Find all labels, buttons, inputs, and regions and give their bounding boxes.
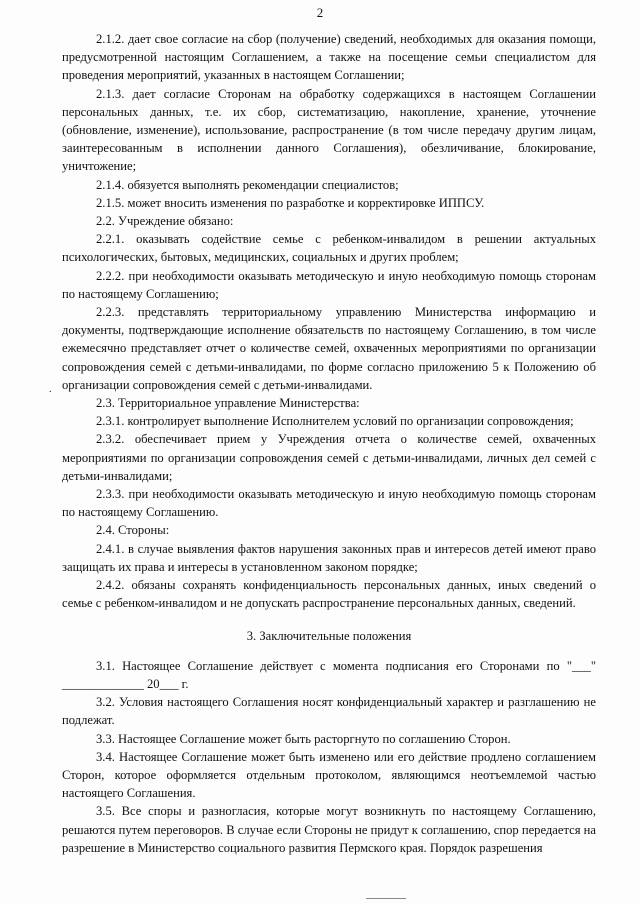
paragraph: 3.2. Условия настоящего Соглашения носят конфиденциальный характер и разглашению не подлежат. [62,695,596,728]
paragraph: 2.3.3. при необходимости оказывать методическую и иную необходимую помощь сторонам по настоящему Соглашению. [62,487,596,520]
paragraph: 2.1.5. может вносить изменения по разработке и корректировке ИППСУ. [96,195,485,210]
paragraph: 3.5. Все споры и разногласия, которые могут возникнуть по настоящему Соглашению, решаются путем переговоров. В случае если Стороны не придут к соглашению, спор передается на разрешение в Министерство социального развития Пермского края. Порядок разрешения [62,804,596,855]
section-heading: 3. Заключительные положения [246,628,412,643]
page-number: 2 [316,5,324,20]
paragraph: 2.2.2. при необходимости оказывать методическую и иную необходимую помощь сторонам по настоящему Соглашению; [62,268,596,301]
document-body [62,30,596,857]
paragraph: 3.4. Настоящее Соглашение может быть изменено или его действие продлено соглашением Сторон, которое оформляется отдельным протоколом, являющимся неотъемлемой частью настоящего Соглашения. [62,749,596,801]
scan-mark: . [49,384,52,395]
paragraph: 2.4. Стороны: [96,523,170,538]
paragraph: 2.4.2. обязаны сохранять конфиденциальность персональных данных, иных сведений о семье с ребенком-инвалидом и не допускать распространение персональных данных, сведений. [62,578,596,611]
paragraph: 3.1. Настоящее Соглашение действует с момента подписания его Сторонами по "___" _____________ 20___ г. [62,658,596,691]
paragraph: 2.1.3. дает согласие Сторонам на обработку содержащихся в настоящем Соглашении персональных данных, т.е. их сбор, систематизацию, накопление, хранение, уточнение (обновление, изменение), использование, распространение (в том числе передачу другим лицам, заинтересованным в исполнении данного Соглашения), обезличивание, блокирование, уничтожение; [62,86,596,174]
paragraph: 2.2.3. представлять территориальному управлению Министерства информацию и документы, подтверждающие исполнение обязательств по настоящему Соглашению, в том числе ежемесячно представляет отчет о количестве семей, охваченных мероприятиями по организации сопровождения семей с детьми-инвалидами, по форме согласно приложению 5 к Положению об организации сопровождения семей с детьми-инвалидами. [62,305,596,392]
paragraph: 2.2.1. оказывать содействие семье с ребенком-инвалидом в решении актуальных психологических, бытовых, медицинских, социальных и других проблем; [62,232,596,265]
paragraph: 3.3. Настоящее Соглашение может быть расторгнуто по соглашению Сторон. [96,731,511,746]
paragraph: 2.2. Учреждение обязано: [96,214,234,229]
paragraph: 2.4.1. в случае выявления фактов нарушения законных прав и интересов детей имеют право защищать их права и интересы в установленном законом порядке; [62,541,596,574]
paragraph: 2.3.1. контролирует выполнение Исполнителем условий по организации сопровождения; [96,414,574,429]
scan-edge [366,898,406,899]
section-2-paragraphs [62,30,596,613]
paragraph: 2.1.2. дает свое согласие на сбор (получение) сведений, необходимых для оказания помощи, предусмотренной настоящим Соглашением, а также на посещение семьи специалистом для проведения мероприятий, указанных в настоящем Соглашении; [62,32,596,83]
paragraph: 2.3. Территориальное управление Министерства: [96,396,360,411]
section-3-paragraphs [62,657,596,857]
paragraph: 2.1.4. обязуется выполнять рекомендации специалистов; [96,177,399,192]
paragraph: 2.3.2. обеспечивает прием у Учреждения отчета о количестве семей, охваченных мероприятиями по организации сопровождения семей с детьми-инвалидами, личных дел семей с детьми-инвалидами; [62,432,596,483]
